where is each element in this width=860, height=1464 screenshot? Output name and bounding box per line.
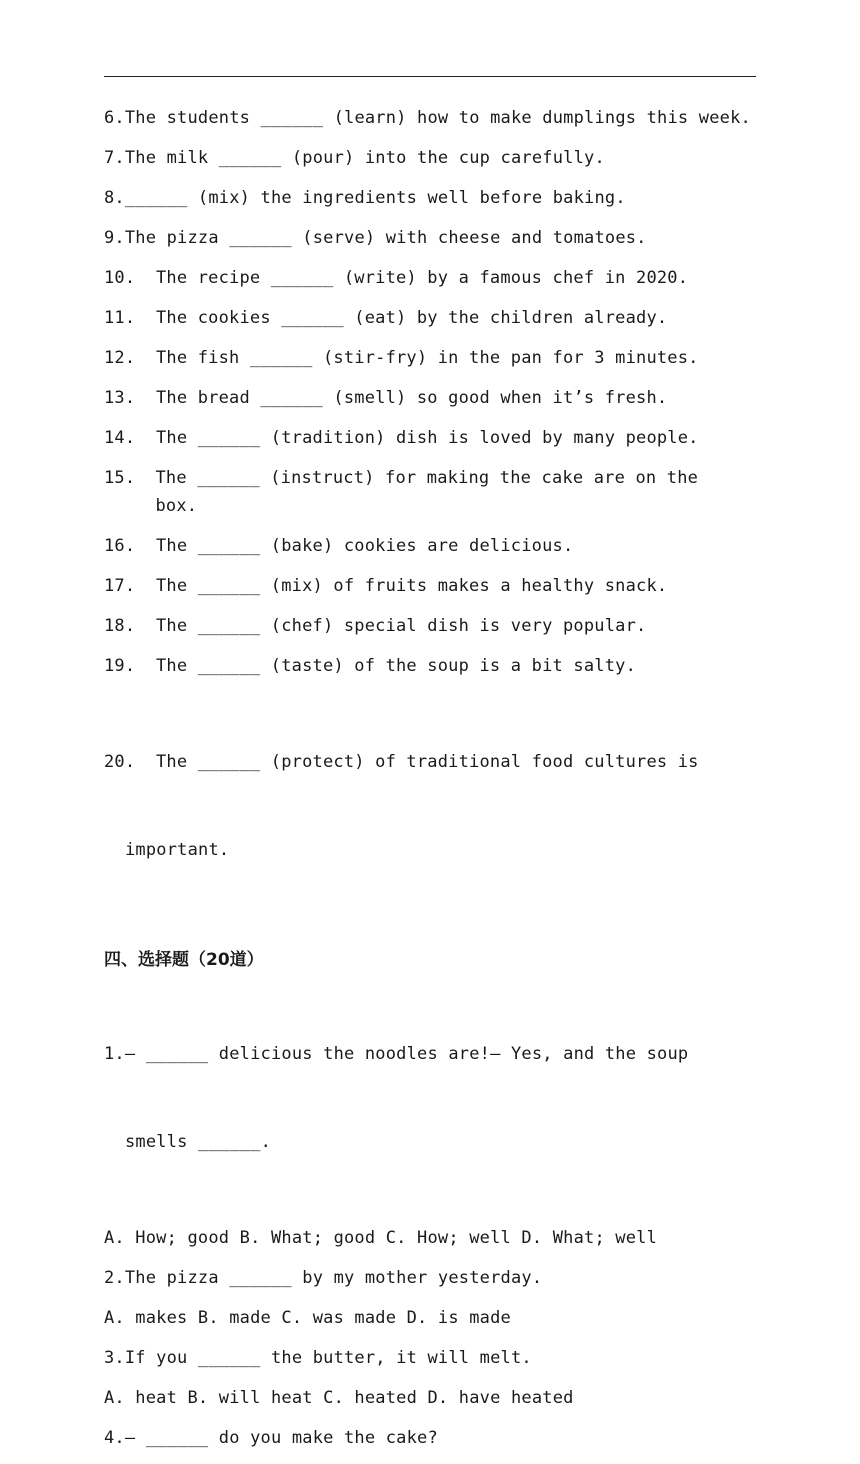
mc-question-3: 3.If you ______ the butter, it will melt. (104, 1348, 532, 1368)
question-9: 9.The pizza ______ (serve) with cheese and tomatoes. (104, 228, 647, 248)
mc-question-2: 2.The pizza ______ by my mother yesterday. (104, 1268, 543, 1288)
header-rule (104, 76, 756, 77)
question-8: 8.______ (mix) the ingredients well before baking. (104, 188, 626, 208)
mc-options-2: A. makes B. made C. was made D. is made (104, 1308, 511, 1328)
document-body (104, 104, 751, 1464)
mc-options-1: A. How; good B. What; good C. How; well D. What; well (104, 1228, 658, 1248)
section-title: 四、选择题（20道） (104, 950, 264, 970)
mc-question-4: 4.— ______ do you make the cake? (104, 1428, 438, 1448)
question-12: 12. The fish ______ (stir-fry) in the pan for 3 minutes. (104, 348, 699, 368)
question-11: 11. The cookies ______ (eat) by the children already. (104, 308, 668, 328)
question-10: 10. The recipe ______ (write) by a famous chef in 2020. (104, 268, 689, 288)
question-14: 14. The ______ (tradition) dish is loved by many people. (104, 428, 699, 448)
question-15: 15. The ______ (instruct) for making the cake are on the box. (104, 468, 709, 516)
question-20: 20. The ______ (protect) of traditional food cultures is important. (104, 752, 699, 860)
question-16: 16. The ______ (bake) cookies are delicious. (104, 536, 574, 556)
question-19: 19. The ______ (taste) of the soup is a bit salty. (104, 656, 637, 676)
question-7: 7.The milk ______ (pour) into the cup carefully. (104, 148, 605, 168)
question-17: 17. The ______ (mix) of fruits makes a healthy snack. (104, 576, 668, 596)
question-13: 13. The bread ______ (smell) so good when it’s fresh. (104, 388, 668, 408)
question-6: 6.The students ______ (learn) how to make dumplings this week. (104, 108, 751, 128)
mc-question-1: 1.— ______ delicious the noodles are!— Yes, and the soup smells ______. (104, 1044, 689, 1152)
mc-options-3: A. heat B. will heat C. heated D. have heated (104, 1388, 574, 1408)
question-18: 18. The ______ (chef) special dish is very popular. (104, 616, 647, 636)
